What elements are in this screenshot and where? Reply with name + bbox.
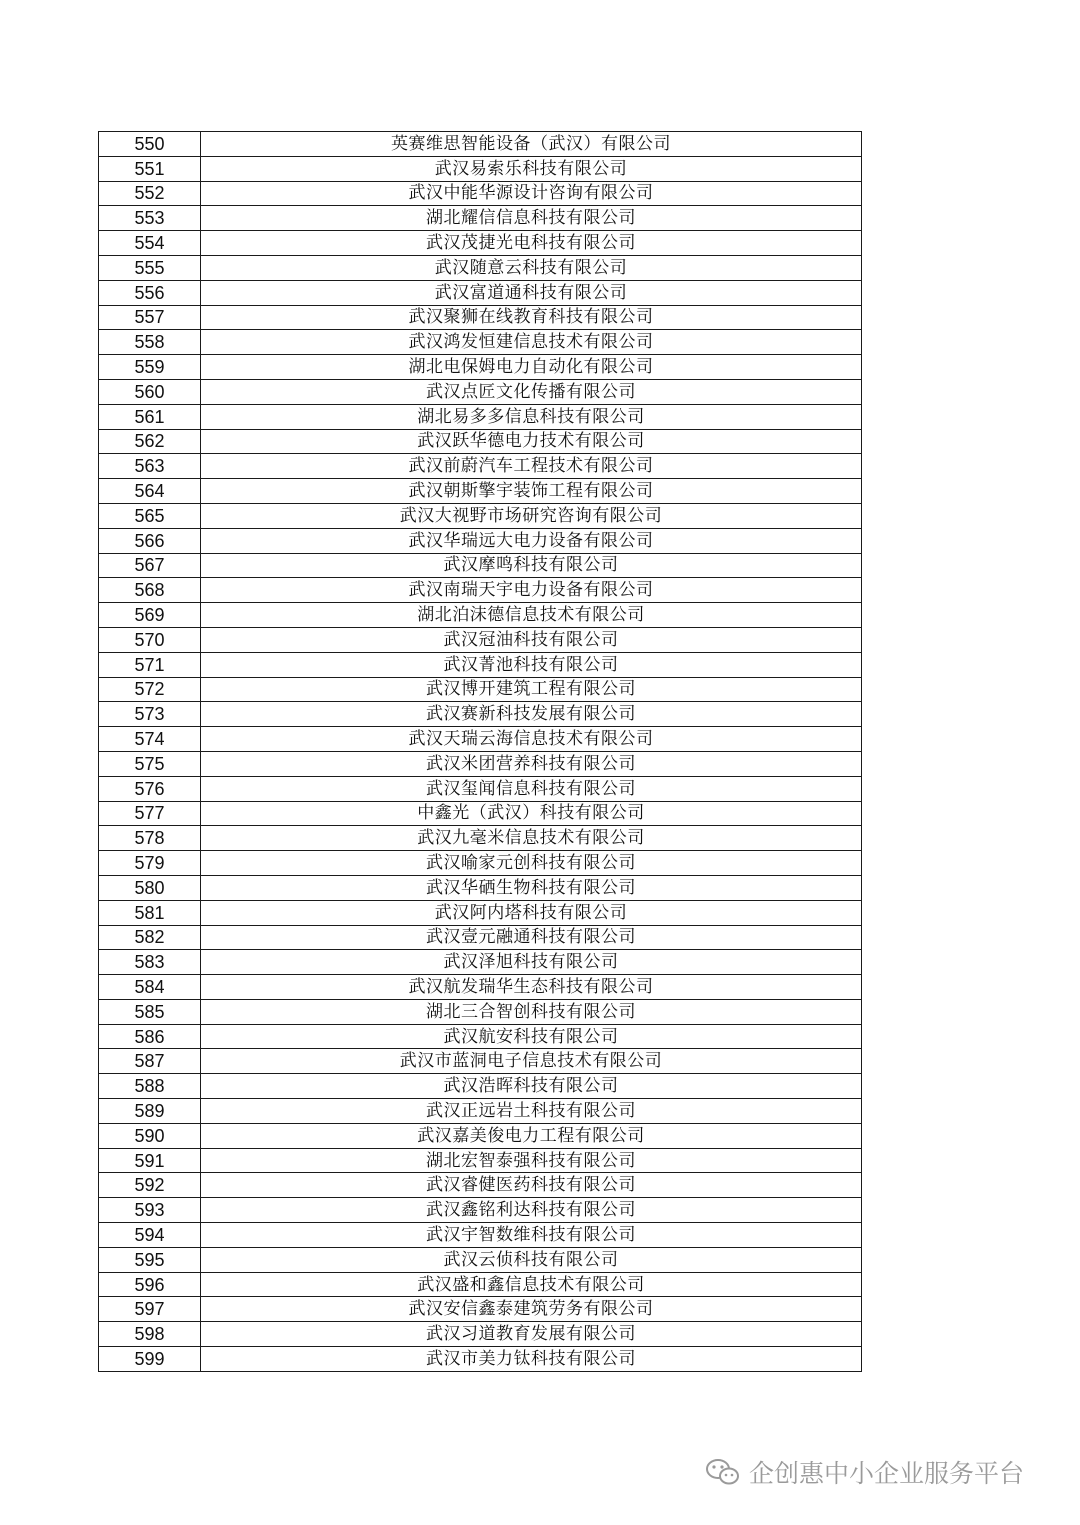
table-row xyxy=(99,1173,862,1198)
company-name: 武汉航发瑞华生态科技有限公司 xyxy=(201,975,862,1000)
table-row xyxy=(99,156,862,181)
row-number: 567 xyxy=(99,553,201,578)
row-number: 553 xyxy=(99,206,201,231)
table-row xyxy=(99,1074,862,1099)
company-name: 武汉易索乐科技有限公司 xyxy=(201,156,862,181)
row-number: 563 xyxy=(99,454,201,479)
row-number: 574 xyxy=(99,727,201,752)
company-name: 武汉市蓝洞电子信息技术有限公司 xyxy=(201,1049,862,1074)
company-name: 湖北宏智泰强科技有限公司 xyxy=(201,1148,862,1173)
row-number: 583 xyxy=(99,950,201,975)
row-number: 578 xyxy=(99,826,201,851)
company-name: 武汉鸿发恒建信息技术有限公司 xyxy=(201,330,862,355)
row-number: 592 xyxy=(99,1173,201,1198)
table-row xyxy=(99,578,862,603)
table-row xyxy=(99,875,862,900)
watermark-text: 企创惠中小企业服务平台 xyxy=(749,1459,1025,1488)
company-list-body xyxy=(99,132,862,1372)
company-name: 湖北电保姆电力自动化有限公司 xyxy=(201,355,862,380)
table-row xyxy=(99,206,862,231)
company-name: 武汉壹元融通科技有限公司 xyxy=(201,925,862,950)
company-name: 武汉市美力钛科技有限公司 xyxy=(201,1347,862,1372)
table-row xyxy=(99,1123,862,1148)
row-number: 585 xyxy=(99,999,201,1024)
table-row xyxy=(99,503,862,528)
company-name: 武汉天瑞云海信息技术有限公司 xyxy=(201,727,862,752)
table-row xyxy=(99,603,862,628)
table-row xyxy=(99,652,862,677)
table-row xyxy=(99,851,862,876)
company-name: 武汉玺闻信息科技有限公司 xyxy=(201,776,862,801)
table-row xyxy=(99,627,862,652)
company-name: 武汉大视野市场研究咨询有限公司 xyxy=(201,503,862,528)
row-number: 581 xyxy=(99,900,201,925)
company-name: 武汉朝斯擎宇装饰工程有限公司 xyxy=(201,479,862,504)
table-row xyxy=(99,429,862,454)
table-row xyxy=(99,355,862,380)
company-list-table xyxy=(98,131,862,1372)
company-name: 武汉茂捷光电科技有限公司 xyxy=(201,231,862,256)
table-row xyxy=(99,479,862,504)
row-number: 575 xyxy=(99,751,201,776)
table-row xyxy=(99,975,862,1000)
row-number: 558 xyxy=(99,330,201,355)
table-row xyxy=(99,1297,862,1322)
company-name: 武汉浩晖科技有限公司 xyxy=(201,1074,862,1099)
table-row xyxy=(99,1198,862,1223)
table-row xyxy=(99,1223,862,1248)
row-number: 591 xyxy=(99,1148,201,1173)
table-row xyxy=(99,801,862,826)
company-name: 武汉赛新科技发展有限公司 xyxy=(201,702,862,727)
company-name: 武汉华硒生物科技有限公司 xyxy=(201,875,862,900)
row-number: 572 xyxy=(99,677,201,702)
company-name: 湖北泊沫德信息技术有限公司 xyxy=(201,603,862,628)
company-name: 武汉点匠文化传播有限公司 xyxy=(201,379,862,404)
table-row xyxy=(99,553,862,578)
row-number: 573 xyxy=(99,702,201,727)
company-name: 武汉富道通科技有限公司 xyxy=(201,280,862,305)
table-row xyxy=(99,255,862,280)
row-number: 554 xyxy=(99,231,201,256)
table-row xyxy=(99,280,862,305)
company-name: 武汉菁池科技有限公司 xyxy=(201,652,862,677)
company-name: 武汉正远岩土科技有限公司 xyxy=(201,1099,862,1124)
company-name: 武汉华瑞远大电力设备有限公司 xyxy=(201,528,862,553)
table-row xyxy=(99,1148,862,1173)
row-number: 556 xyxy=(99,280,201,305)
row-number: 599 xyxy=(99,1347,201,1372)
table-row xyxy=(99,330,862,355)
company-name: 武汉盛和鑫信息技术有限公司 xyxy=(201,1272,862,1297)
row-number: 582 xyxy=(99,925,201,950)
row-number: 589 xyxy=(99,1099,201,1124)
table-row xyxy=(99,999,862,1024)
company-name: 武汉泽旭科技有限公司 xyxy=(201,950,862,975)
row-number: 557 xyxy=(99,305,201,330)
row-number: 577 xyxy=(99,801,201,826)
company-name: 武汉航安科技有限公司 xyxy=(201,1024,862,1049)
wechat-icon xyxy=(705,1457,741,1487)
company-name: 武汉习道教育发展有限公司 xyxy=(201,1322,862,1347)
row-number: 584 xyxy=(99,975,201,1000)
row-number: 587 xyxy=(99,1049,201,1074)
company-name: 湖北三合智创科技有限公司 xyxy=(201,999,862,1024)
company-name: 武汉跃华德电力技术有限公司 xyxy=(201,429,862,454)
table-row xyxy=(99,1247,862,1272)
table-row xyxy=(99,727,862,752)
row-number: 555 xyxy=(99,255,201,280)
company-name: 武汉嘉美俊电力工程有限公司 xyxy=(201,1123,862,1148)
table-row xyxy=(99,305,862,330)
row-number: 566 xyxy=(99,528,201,553)
company-name: 武汉云侦科技有限公司 xyxy=(201,1247,862,1272)
table-row xyxy=(99,528,862,553)
row-number: 552 xyxy=(99,181,201,206)
company-name: 武汉鑫铭利达科技有限公司 xyxy=(201,1198,862,1223)
company-name: 武汉中能华源设计咨询有限公司 xyxy=(201,181,862,206)
company-name: 武汉九毫米信息技术有限公司 xyxy=(201,826,862,851)
company-name: 武汉随意云科技有限公司 xyxy=(201,255,862,280)
row-number: 593 xyxy=(99,1198,201,1223)
table-row xyxy=(99,181,862,206)
table-row xyxy=(99,404,862,429)
row-number: 595 xyxy=(99,1247,201,1272)
table-row xyxy=(99,950,862,975)
table-row xyxy=(99,231,862,256)
table-row xyxy=(99,1099,862,1124)
company-name: 武汉摩鸣科技有限公司 xyxy=(201,553,862,578)
row-number: 571 xyxy=(99,652,201,677)
row-number: 565 xyxy=(99,503,201,528)
table-row xyxy=(99,1347,862,1372)
company-name: 武汉宇智数维科技有限公司 xyxy=(201,1223,862,1248)
row-number: 596 xyxy=(99,1272,201,1297)
row-number: 590 xyxy=(99,1123,201,1148)
row-number: 594 xyxy=(99,1223,201,1248)
row-number: 569 xyxy=(99,603,201,628)
company-name: 英赛维思智能设备（武汉）有限公司 xyxy=(201,132,862,157)
company-name: 武汉睿健医药科技有限公司 xyxy=(201,1173,862,1198)
row-number: 598 xyxy=(99,1322,201,1347)
company-name: 武汉博开建筑工程有限公司 xyxy=(201,677,862,702)
row-number: 559 xyxy=(99,355,201,380)
row-number: 580 xyxy=(99,875,201,900)
row-number: 588 xyxy=(99,1074,201,1099)
company-name: 武汉南瑞天宇电力设备有限公司 xyxy=(201,578,862,603)
row-number: 562 xyxy=(99,429,201,454)
row-number: 576 xyxy=(99,776,201,801)
row-number: 560 xyxy=(99,379,201,404)
table-row xyxy=(99,1024,862,1049)
company-name: 湖北易多多信息科技有限公司 xyxy=(201,404,862,429)
row-number: 579 xyxy=(99,851,201,876)
table-row xyxy=(99,925,862,950)
company-name: 武汉冠油科技有限公司 xyxy=(201,627,862,652)
row-number: 551 xyxy=(99,156,201,181)
table-row xyxy=(99,1049,862,1074)
table-row xyxy=(99,1322,862,1347)
row-number: 561 xyxy=(99,404,201,429)
table-row xyxy=(99,751,862,776)
company-name: 武汉安信鑫泰建筑劳务有限公司 xyxy=(201,1297,862,1322)
table-row xyxy=(99,900,862,925)
row-number: 550 xyxy=(99,132,201,157)
table-row xyxy=(99,454,862,479)
company-name: 湖北耀信信息科技有限公司 xyxy=(201,206,862,231)
row-number: 568 xyxy=(99,578,201,603)
row-number: 570 xyxy=(99,627,201,652)
row-number: 564 xyxy=(99,479,201,504)
table-row xyxy=(99,677,862,702)
row-number: 597 xyxy=(99,1297,201,1322)
table-row xyxy=(99,132,862,157)
table-row xyxy=(99,826,862,851)
row-number: 586 xyxy=(99,1024,201,1049)
table-row xyxy=(99,702,862,727)
wechat-watermark xyxy=(705,1452,1024,1492)
company-name: 武汉聚狮在线教育科技有限公司 xyxy=(201,305,862,330)
company-name: 中鑫光（武汉）科技有限公司 xyxy=(201,801,862,826)
company-name: 武汉喻家元创科技有限公司 xyxy=(201,851,862,876)
company-name: 武汉前蔚汽车工程技术有限公司 xyxy=(201,454,862,479)
table-row xyxy=(99,379,862,404)
company-name: 武汉阿内塔科技有限公司 xyxy=(201,900,862,925)
table-row xyxy=(99,1272,862,1297)
company-name: 武汉米团营养科技有限公司 xyxy=(201,751,862,776)
table-row xyxy=(99,776,862,801)
